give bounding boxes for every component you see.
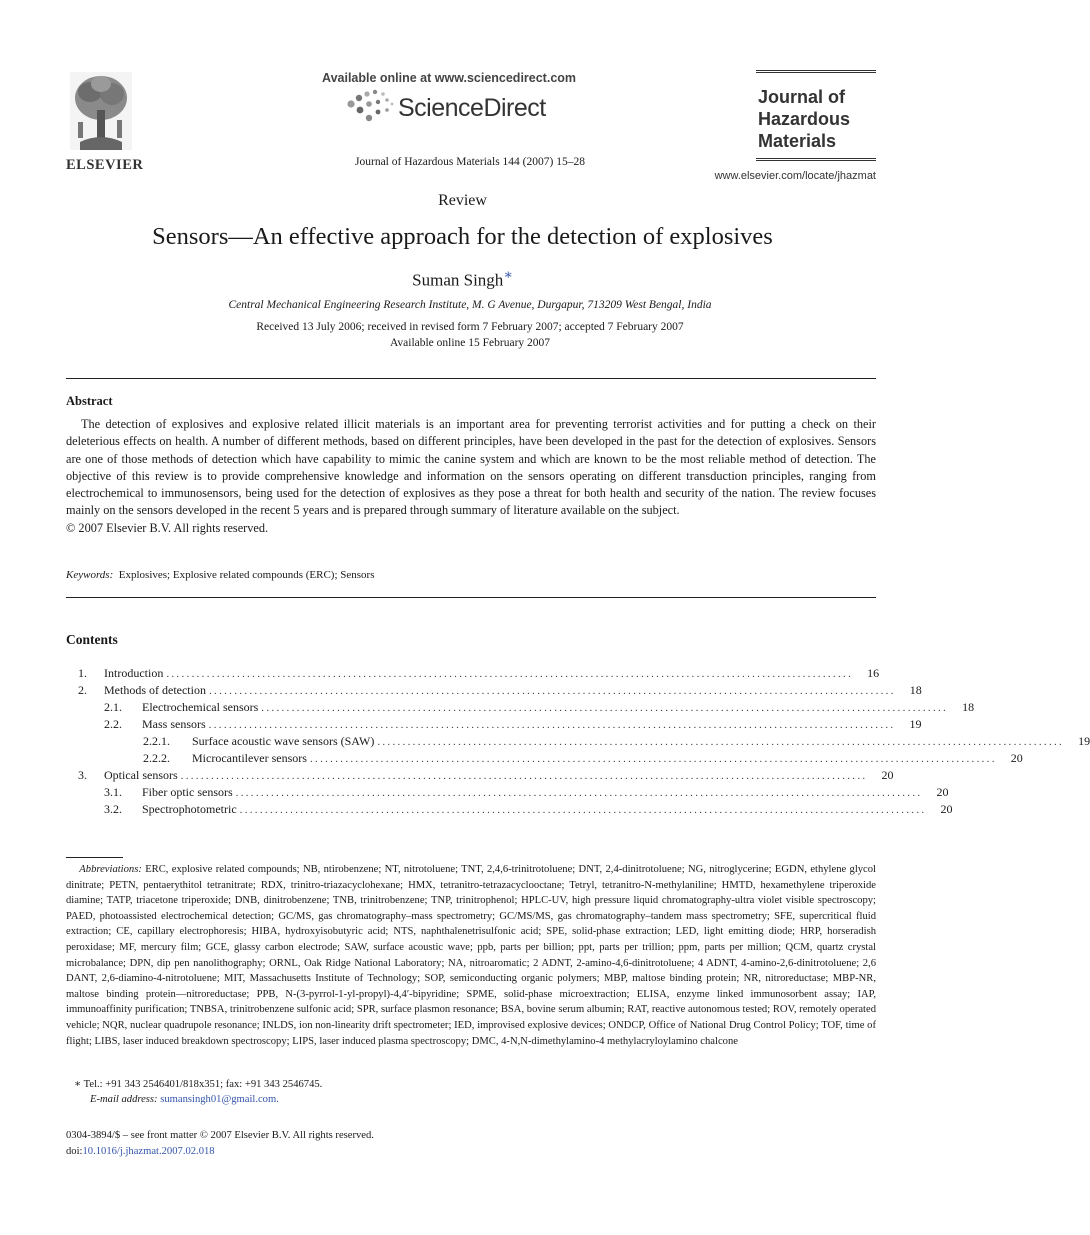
journal-title: Journal of Hazardous Materials (758, 87, 851, 151)
toc-item-optical[interactable]: 3. Optical sensors ........................................................................................................................................ 20 (66, 767, 876, 784)
sciencedirect-logo[interactable] (345, 88, 575, 132)
article-type: Review (438, 192, 487, 209)
available-date: Available online 15 February 2007 (389, 337, 551, 349)
divider (66, 597, 876, 598)
keywords-text: Explosives; Explosive related compounds (ERC); Sensors (118, 569, 375, 581)
toc-leader: ........................................................................................................................................ (208, 685, 896, 697)
toc-item-methods[interactable]: 2. Methods of detection ........................................................................................................................................ 18 (66, 682, 876, 699)
toc-leader: ........................................................................................................................................ (239, 804, 927, 816)
received-dates: Received 13 July 2006; received in revised form 7 February 2007; accepted 7 February 2007 (256, 321, 684, 333)
sciencedirect-dots-icon (345, 88, 397, 128)
toc-item-fiber-optic[interactable]: 3.1. Fiber optic sensors ........................................................................................................................................ 20 (66, 784, 876, 801)
abbreviations-footnote (66, 862, 876, 1049)
toc-leader: ........................................................................................................................................ (208, 719, 896, 731)
toc-item-spectrophotometric[interactable]: 3.2. Spectrophotometric ........................................................................................................................................ 20 (66, 801, 876, 818)
abbreviations-label: Abbreviations: (79, 864, 142, 875)
toc-leader: ........................................................................................................................................ (377, 736, 1065, 748)
toc-item-introduction[interactable]: 1. Introduction ........................................................................................................................................ 16 (66, 665, 876, 682)
keywords (66, 569, 374, 581)
abstract-copyright: © 2007 Elsevier B.V. All rights reserved. (66, 520, 269, 535)
front-matter-info (66, 1128, 374, 1160)
toc-item-saw[interactable]: 2.2.1. Surface acoustic wave sensors (SAW) ........................................................................................................................................ 19 (66, 733, 876, 750)
article-dates (0, 319, 940, 351)
journal-url[interactable]: www.elsevier.com/locate/jhazmat (714, 170, 876, 182)
contents-heading: Contents (66, 632, 118, 647)
author (0, 267, 925, 291)
email-link[interactable]: sumansingh01@gmail.com. (160, 1094, 279, 1105)
footnote-rule (66, 857, 123, 858)
abstract-body (66, 416, 876, 537)
toc-item-microcantilever[interactable]: 2.2.2. Microcantilever sensors ........................................................................................................................................ 20 (66, 750, 876, 767)
email-label: E-mail address: (90, 1094, 158, 1105)
elsevier-logo[interactable] (66, 72, 152, 174)
toc-leader: ........................................................................................................................................ (235, 787, 923, 799)
author-name[interactable]: Suman Singh (412, 270, 504, 290)
doi-line: doi:10.1016/j.jhazmat.2007.02.018 (66, 1146, 215, 1157)
available-online[interactable]: Available online at www.sciencedirect.com (322, 71, 577, 85)
author-email (90, 1094, 279, 1105)
journal-logo[interactable] (756, 70, 876, 162)
elsevier-tree-icon (70, 72, 132, 150)
publisher-name: ELSEVIER (66, 157, 144, 173)
abstract-heading: Abstract (66, 394, 113, 408)
affiliation: Central Mechanical Engineering Research Institute, M. G Avenue, Durgapur, 713209 West Bengal, India (228, 299, 712, 311)
author-contact: ∗ Tel.: +91 343 2546401/818x351; fax: +91 343 2546745. (74, 1079, 323, 1090)
keywords-label: Keywords: (66, 569, 114, 581)
toc-item-electrochemical[interactable]: 2.1. Electrochemical sensors ........................................................................................................................................ 18 (66, 699, 876, 716)
toc-item-mass[interactable]: 2.2. Mass sensors ........................................................................................................................................ 19 (66, 716, 876, 733)
toc-leader: ........................................................................................................................................ (309, 753, 997, 765)
table-of-contents (66, 665, 1090, 818)
abbreviations-text: ERC, explosive related compounds; NB, ntirobenzene; NT, nitrotoluene; TNT, 2,4,6-trinitrotoluene; DNT, 2,4-dinitrotoluene; NG, nitroglycerine; EGDN, ethylene glycol dinitrate; PETN, pentaerythitol tetranitrate; RDX, trinitro-triazacyclohexane; HMX, tetranitro-tetrazacyclooctane; Tetryl, tetranitro-N-methylaniline; HMTD, hexamethylene triperoxide diamine; TATP, triacetone triperoxide; DNB, dinitrobenzene; TNB, trinitrobenzene; TNP, trinitrophenol; HPLC-UV, high pressure liquid chromatography-ultra violet visible spectroscopy; PAED, photoassisted electrochemical detection; GC/MS, gas chromatography–mass spectrometry; GC/MS/MS, gas chromatography–tandem mass spectrometry; SFE, supercritical fluid extraction; CE, capillary electrophoresis; HIBA, hydroxyisobutyric acid; NTS, naphthalenetrisulfonic acid; SPE, solid-phase extraction; LED, light emitting diode; HRP, horseradish peroxidase; MF, mercury film; GCE, glassy carbon electrode; SAW, surface acoustic wave; ppb, parts per billion; ppt, parts per trillion; ppm, parts per million; QCM, quartz crystal microbalance; DPN, dip pen nanolithography; ORNL, Oak Ridge National Laboratory; NA, nitroaromatic; 2 ADNT, 2-amino-4,6-dinitrotoluene; 4 ADNT, 4-amino-2,6-dinitrotoluene; 2,6 DANT, 2,6-diamino-4-nitrotoluene; MIT, Massachusetts Institute of Technology; SOP, semiconducting organic polymers; MBP, maltose binding protein; NR, nitroreductase; MBP-NR, maltose binding protein—nitroreductase; PPB, N-(3-pyrrol-1-yl-propyl)-4,4′-bipyridine; SPME, solid-phase microextraction; ELISA, enzyme linked immunosorbent assay; IAP, immunoaffinity purification; TNBSA, trinitrobenzene sulfonic acid; SPR, surface plasmon resonance; BSA, bovine serum albumin; RAT, reactive autonomous tested; ROV, remotely operated vehicle; NQR, nuclear quadrupole resonance; INLDS, ion non-linearity drift spectrometer; IED, improvised explosive devices; ONDCP, Office of National Drug Control Policy; TOF, time of flight; LIBS, laser induced breakdown spectroscopy; LIPS, laser induced plasma spectroscopy; DMC, 4-N,N-dimethylamino-4 methylacryloylamino chalcone (66, 864, 877, 1047)
issn-line: 0304-3894/$ – see front matter © 2007 Elsevier B.V. All rights reserved. (66, 1130, 374, 1141)
article-title: Sensors—An effective approach for the detection of explosives (152, 223, 773, 250)
doi-link[interactable]: 10.1016/j.jhazmat.2007.02.018 (82, 1146, 215, 1157)
toc-leader: ........................................................................................................................................ (180, 770, 868, 782)
author-footnote-marker[interactable]: ∗ (503, 268, 513, 283)
toc-leader: ........................................................................................................................................ (261, 702, 949, 714)
toc-leader: ........................................................................................................................................ (166, 668, 854, 680)
journal-citation: Journal of Hazardous Materials 144 (2007) 15–28 (355, 156, 585, 168)
divider (66, 378, 876, 379)
sciencedirect-wordmark: ScienceDirect (398, 94, 546, 122)
abstract-text: The detection of explosives and explosive related illicit materials is an important area for preventing terrorist activities and for putting a check on their deleterious effects on health. A number of different methods, based on different principles, have been developed in the past for the detection of explosives. Sensors are one of those methods of detection which have capability to mimic the canine system and which are known to be the most reliable method of detection. The objective of this review is to provide comprehensive knowledge and information on the sensors operating on different transduction principles, ranging from electrochemical to immunosensors, being used for the detection of explosives as they pose a threat for both health and security of the nation. The review focuses mainly on the sensors developed in the recent 5 years and is prepared through summary of literature available on the subject. (66, 417, 876, 518)
